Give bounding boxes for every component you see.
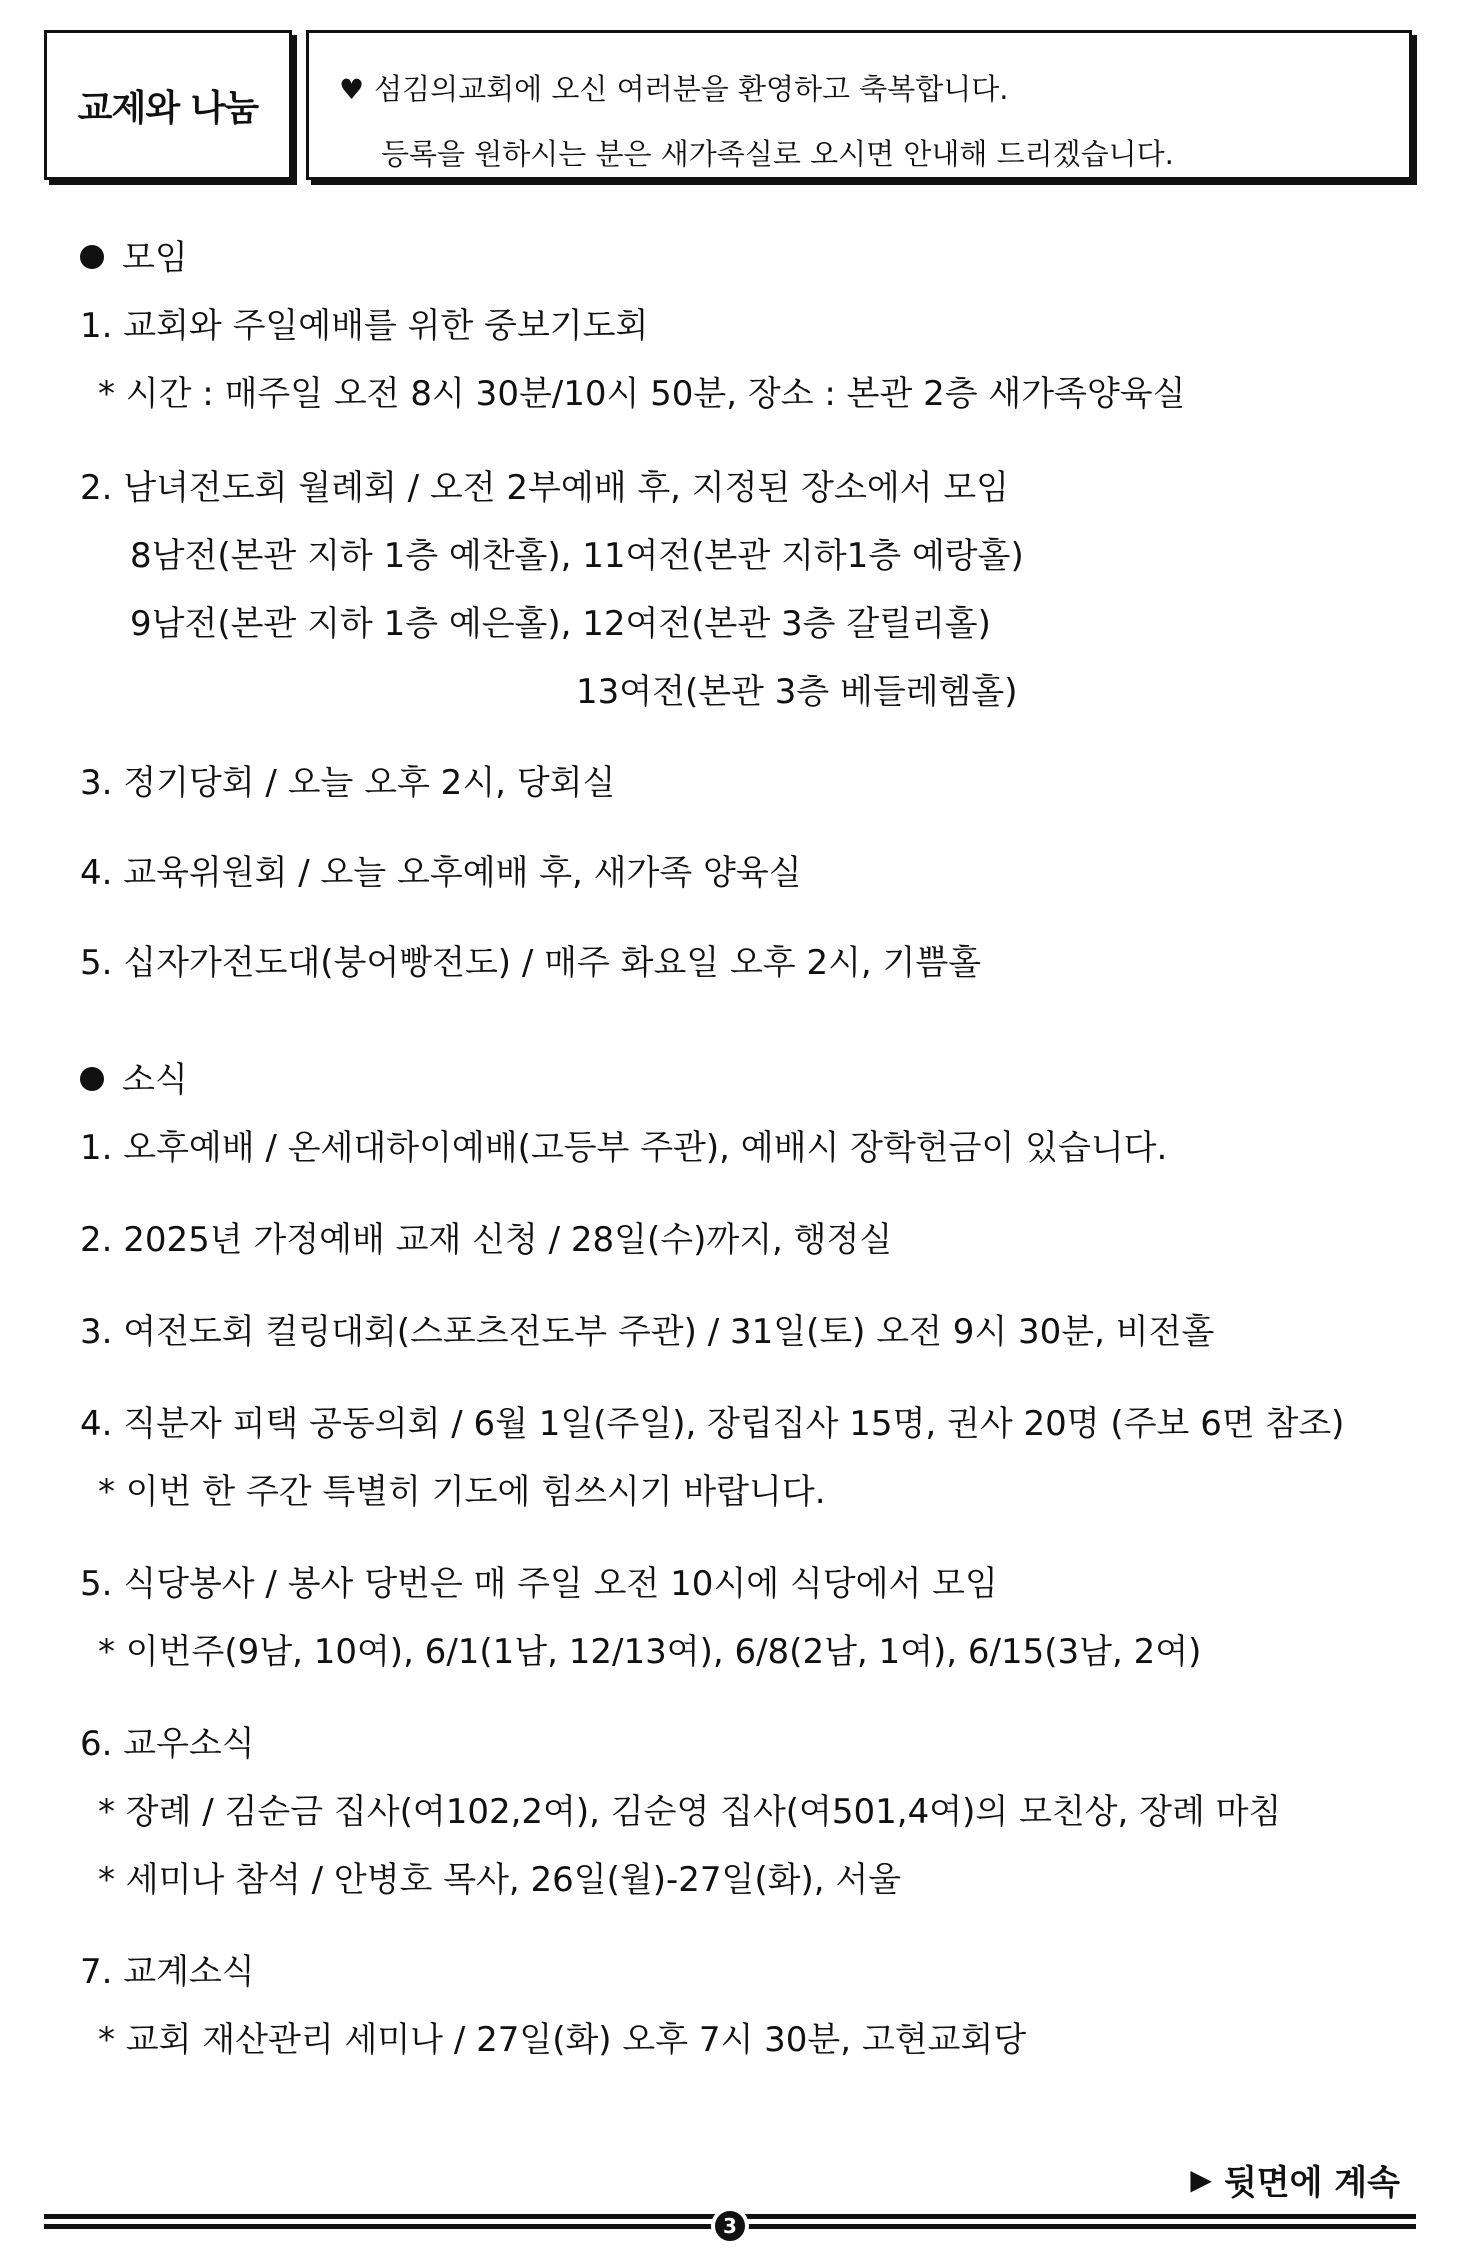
news-detail: * 이번 한 주간 특별히 기도에 힘쓰시기 바랍니다. <box>98 1472 826 1512</box>
meeting-item: 4. 교육위원회 / 오늘 오후예배 후, 새가족 양육실 <box>80 853 802 893</box>
bullet-icon <box>80 245 104 269</box>
meeting-detail: 13여전(본관 3층 베들레헴홀) <box>576 672 1018 712</box>
meeting-detail: * 시간 : 매주일 오전 8시 30분/10시 50분, 장소 : 본관 2층 새가족양육실 <box>98 374 1186 414</box>
news-detail: * 장례 / 김순금 집사(여102,2여), 김순영 집사(여501,4여)의 모친상, 장례 마침 <box>98 1792 1282 1832</box>
play-arrow-icon: ▶ <box>1190 2163 1212 2196</box>
meeting-detail: 8남전(본관 지하 1층 예찬홀), 11여전(본관 지하1층 예랑홀) <box>130 536 1024 576</box>
news-heading: 소식 <box>80 1052 188 1101</box>
continue-note <box>1190 2155 1400 2204</box>
news-item: 4. 직분자 피택 공동의회 / 6월 1일(주일), 장립집사 15명, 권사 20명 (주보 6면 참조) <box>80 1404 1345 1444</box>
meeting-item: 3. 정기당회 / 오늘 오후 2시, 당회실 <box>80 763 616 803</box>
meeting-item: 1. 교회와 주일예배를 위한 중보기도회 <box>80 306 649 346</box>
heart-icon: ♥ <box>339 73 365 106</box>
news-item: 7. 교계소식 <box>80 1952 255 1992</box>
meeting-item: 5. 십자가전도대(붕어빵전도) / 매주 화요일 오후 2시, 기쁨홀 <box>80 943 982 983</box>
meeting-detail: 9남전(본관 지하 1층 예은홀), 12여전(본관 3층 갈릴리홀) <box>130 604 991 644</box>
welcome-line-2: 등록을 원하시는 분은 새가족실로 오시면 안내해 드리겠습니다. <box>381 137 1174 171</box>
continue-label: 뒷면에 계속 <box>1223 2163 1400 2203</box>
news-item: 2. 2025년 가정예배 교재 신청 / 28일(수)까지, 행정실 <box>80 1220 893 1260</box>
meetings-heading: 모임 <box>80 230 188 279</box>
header <box>44 30 1416 180</box>
news-item: 1. 오후예배 / 온세대하이예배(고등부 주관), 예배시 장학헌금이 있습니다. <box>80 1128 1168 1168</box>
welcome-box <box>306 30 1412 180</box>
news-detail: * 교회 재산관리 세미나 / 27일(화) 오후 7시 30분, 고현교회당 <box>98 2020 1027 2060</box>
welcome-line-1: ♥ 섬김의교회에 오신 여러분을 환영하고 축복합니다. <box>339 72 1009 106</box>
news-detail: * 세미나 참석 / 안병호 목사, 26일(월)-27일(화), 서울 <box>98 1860 902 1900</box>
footer-rule <box>44 2210 1416 2236</box>
section-title: 교제와 나눔 <box>44 30 292 180</box>
meeting-item: 2. 남녀전도회 월례회 / 오전 2부예배 후, 지정된 장소에서 모임 <box>80 468 1010 508</box>
news-item: 5. 식당봉사 / 봉사 당번은 매 주일 오전 10시에 식당에서 모임 <box>80 1564 998 1604</box>
page-number: 3 <box>711 2207 749 2245</box>
bullet-icon <box>80 1067 104 1091</box>
news-item: 3. 여전도회 컬링대회(스포츠전도부 주관) / 31일(토) 오전 9시 30분, 비전홀 <box>80 1312 1215 1352</box>
news-detail: * 이번주(9남, 10여), 6/1(1남, 12/13여), 6/8(2남, 1여), 6/15(3남, 2여) <box>98 1632 1202 1672</box>
news-item: 6. 교우소식 <box>80 1724 255 1764</box>
